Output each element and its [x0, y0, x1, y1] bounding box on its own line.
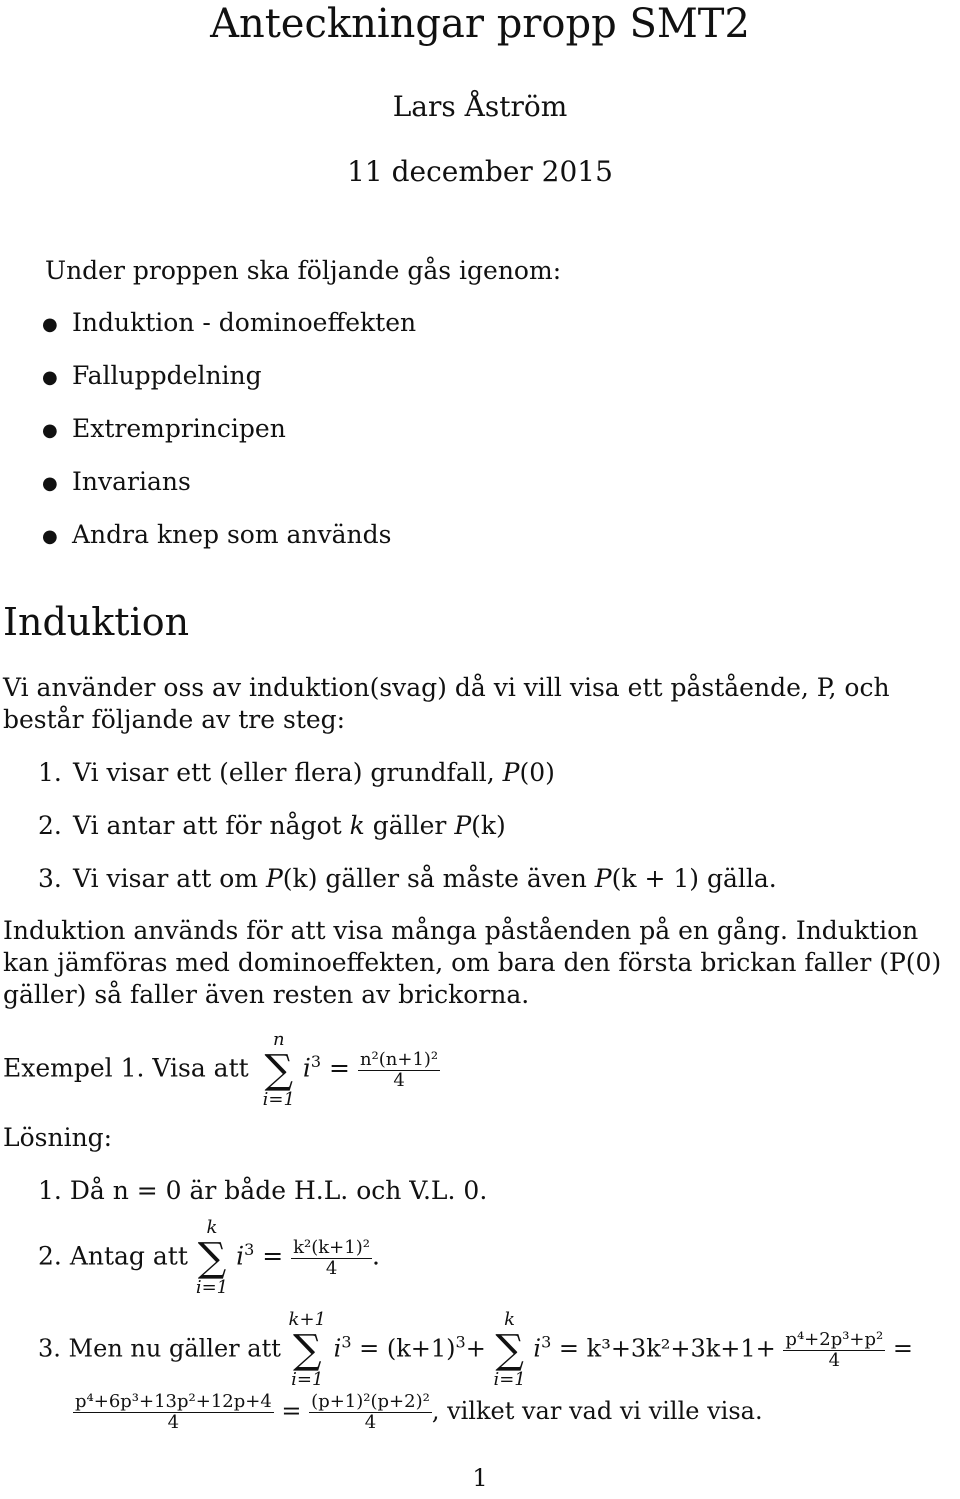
sum-symbol: k ∑ i=1	[195, 1217, 229, 1298]
solution-step-3: 3. Men nu gäller att k+1 ∑ i=1 $i^3 = (k+1)^3+$ k ∑ i=1 $i^3 = k^3+3k^2+3k+1+$ $\frac{\text{p⁴+2p³+p²}}{4}$ =	[38, 1309, 914, 1390]
step-number: 2.	[38, 811, 62, 840]
bullet-icon: ●	[42, 314, 58, 335]
bullet-icon: ●	[42, 526, 58, 547]
step-1: Vi visar ett (eller flera) grundfall, P(0)	[73, 758, 555, 787]
example-line: Exempel 1. Visa att n ∑ i=1 $i^3$ = $\frac{\text{n²(n+1)²}}{4}$	[3, 1029, 439, 1110]
fraction: $\frac{\text{p⁴+6p³+13p²+12p+4}}{4}$	[75, 1391, 272, 1433]
author: Lars Åström	[392, 90, 568, 123]
document-title: Anteckningar propp SMT2	[210, 1, 750, 47]
solution-label: Lösning:	[3, 1123, 113, 1152]
page-number: 1	[472, 1464, 488, 1492]
step-number: 1.	[38, 758, 62, 787]
date: 11 december 2015	[347, 155, 613, 188]
bullet-icon: ●	[42, 367, 58, 388]
section-heading: Induktion	[3, 600, 190, 644]
sum-symbol: k ∑ i=1	[493, 1309, 526, 1390]
step-number: 3.	[38, 864, 62, 893]
sum-symbol: k+1 ∑ i=1	[288, 1309, 326, 1390]
fraction: $\frac{\text{k²(k+1)²}}{4}$	[293, 1236, 370, 1279]
example-label: Exempel 1. Visa att	[3, 1053, 249, 1083]
solution-step-1: 1. Då n = 0 är både H.L. och V.L. 0.	[38, 1176, 488, 1205]
step-3: Vi visar att om P(k) gäller så måste även P(k + 1) gälla.	[73, 864, 777, 893]
bullet-icon: ●	[42, 473, 58, 494]
example-fraction: $\frac{\text{n²(n+1)²}}{4}$	[359, 1048, 439, 1091]
bullet-icon: ●	[42, 420, 58, 441]
sum-symbol: n ∑ i=1	[262, 1029, 295, 1110]
solution-step-3-cont: $\frac{\text{p⁴+6p³+13p²+12p+4}}{4}$ = $\frac{\text{(p+1)²(p+2)²}}{4}$ , vilket var vad vi ville visa.	[75, 1391, 763, 1433]
domino-paragraph: Induktion används för att visa många påståenden på en gång. Induktion kan jämföras med dominoeffekten, om bara den första brickan faller (P(0) gäller) så faller även resten av brickorna.	[3, 916, 942, 1009]
step-2: Vi antar att för något k gäller P(k)	[73, 811, 506, 840]
intro-text: Under proppen ska följande gås igenom:	[45, 256, 562, 285]
induction-intro: Vi använder oss av induktion(svag) då vi vill visa ett påstående, P, och består följande av tre steg:	[3, 673, 890, 734]
solution-step-2: 2. Antag att k ∑ i=1 $i^3$ = $\frac{\text{k²(k+1)²}}{4}$ .	[38, 1217, 380, 1298]
fraction: $\frac{\text{p⁴+2p³+p²}}{4}$	[785, 1328, 884, 1371]
fraction: $\frac{\text{(p+1)²(p+2)²}}{4}$	[311, 1391, 430, 1433]
